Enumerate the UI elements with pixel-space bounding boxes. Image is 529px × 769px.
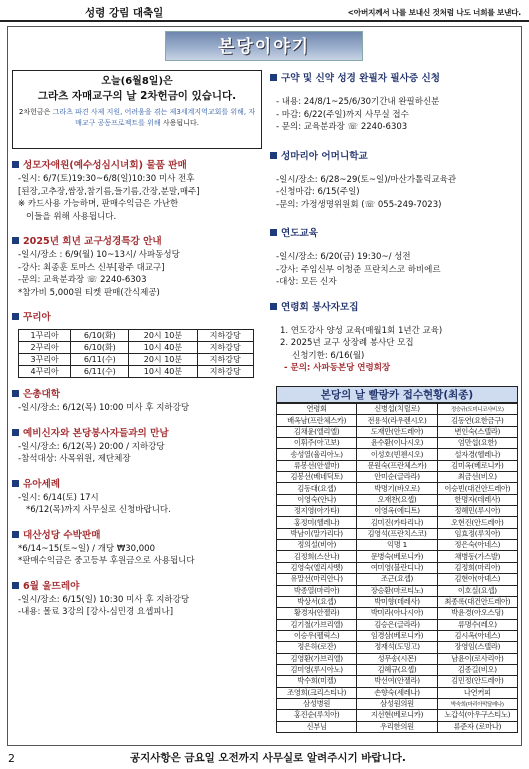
donation-board xyxy=(276,386,518,733)
table-cell: 송성열(율리아노) xyxy=(277,449,357,460)
notice-date: 오늘(6월8일)은 xyxy=(101,76,173,87)
table-cell: 조영희(크리스티나) xyxy=(277,687,357,698)
table-row xyxy=(277,619,518,630)
table-cell: 박수희(미켈) xyxy=(277,676,357,687)
bible-deadline: - 마감: 6/22(주일)까지 사무실 접수 xyxy=(276,109,409,120)
table-row xyxy=(277,517,518,528)
table-cell: 연령회 xyxy=(277,404,357,415)
infant-heading: 유아세례 xyxy=(12,478,265,492)
square-bullet-icon xyxy=(270,74,277,81)
page-header xyxy=(0,0,529,22)
table-row: 4꾸리아 6/11(수) 10시 40분 지하강당 xyxy=(19,366,254,378)
notice-headline: 그라츠 자매교구의 날 2차헌금이 있습니다. xyxy=(37,90,237,102)
square-bullet-icon xyxy=(270,229,277,236)
infant-date: -일시: 6/14(토) 17시 xyxy=(18,492,99,503)
table-cell: 정은숙(아네스) xyxy=(437,540,517,551)
table-row xyxy=(277,438,518,449)
meet-target: -참석대상: 사목위원, 제단체장 xyxy=(18,454,131,464)
table-row xyxy=(277,562,518,573)
table-row xyxy=(277,608,518,619)
table-row xyxy=(277,596,518,607)
table-cell: 김채윤(엘리엘) xyxy=(277,426,357,437)
table-row xyxy=(277,676,518,687)
notice-box xyxy=(12,70,262,149)
donation-board-title: 본당의 날 빨랑카 접수현황(최종) xyxy=(276,386,518,403)
square-bullet-icon xyxy=(270,152,277,159)
table-cell: 이승빈(대건안드레아) xyxy=(437,483,517,494)
table-cell: 성무송(시몬) xyxy=(357,653,437,664)
table-cell: 김승은(글라라) xyxy=(357,619,437,630)
table-cell: 이호실(요셉) xyxy=(437,585,517,596)
page-title: 본당이야기 xyxy=(165,31,363,61)
ultreya-content: -내용: 몰료 3강의 [강사-심민경 요셉피나] xyxy=(18,607,174,617)
volunteer-item-1: 1. 연도강사 양성 교육(매월1회 1년간 교육) xyxy=(280,325,443,336)
bible-content: - 내용: 24/8/1~25/6/30기간내 완필하신분 xyxy=(276,97,440,107)
notice-detail-c: 사용됩니다. xyxy=(160,119,199,127)
table-row xyxy=(277,449,518,460)
table-row xyxy=(277,540,518,551)
table-cell: 김영환(가브리엘) xyxy=(277,653,357,664)
table-cell: 이성호(빈첸시오) xyxy=(357,449,437,460)
table-cell: 전용석(라우렌시오) xyxy=(357,415,437,426)
table-cell: 손향숙(세레나) xyxy=(357,687,437,698)
table-cell: 신병섭(치릴로) xyxy=(357,404,437,415)
table-cell: 최종록(대건안드레아) xyxy=(437,596,517,607)
kkuria-heading: 꾸리아 xyxy=(12,311,265,325)
table-cell: 남윤이(로사리아) xyxy=(437,653,517,664)
table-row xyxy=(277,687,518,698)
table-cell: 안미순(글라라) xyxy=(357,472,437,483)
table-cell: 장영임(스텔라) xyxy=(437,642,517,653)
table-cell: 정혜민(루시아) xyxy=(437,506,517,517)
table-cell: 도재만(안드레아) xyxy=(357,426,437,437)
table-cell: 김종길(비오) xyxy=(437,664,517,675)
mother-date: -일시/장소: 6/28~29(토~일)/마산가톨릭교육관 xyxy=(276,174,457,185)
table-row xyxy=(277,494,518,505)
table-cell: 이영옥(에디트) xyxy=(357,506,437,517)
table-cell: 최금선(비오) xyxy=(437,472,517,483)
table-cell: 정지영(아가타) xyxy=(277,506,357,517)
table-cell: 삼성병원 xyxy=(277,698,357,709)
notice-detail-b: 그라츠 파견 사제 지원, 어려움을 겪는 제3세계지역교회를 위해, 자매교구 공동프로젝트를 위해 xyxy=(52,108,256,127)
table-cell: 여미영(블란디나) xyxy=(357,562,437,573)
meet-heading: 예비신자와 본당봉사자들과의 만남 xyxy=(12,427,265,441)
bible-heading: 구약 및 신약 성경 완필자 필사증 신청 xyxy=(270,72,518,86)
table-row: 2꾸리아 6/10(화) 10시 40분 지하강당 xyxy=(19,342,254,354)
table-cell: 이휘주(아고보) xyxy=(277,438,357,449)
table-cell: 정승규(도미니코사비오) xyxy=(437,404,517,415)
table-cell: 우리한의원 xyxy=(357,721,437,732)
table-cell: 김동대(요셉) xyxy=(277,483,357,494)
table-cell: 김현아(아녜스) xyxy=(437,574,517,585)
table-cell: 오재찬(요셉) xyxy=(357,494,437,505)
table-cell: 나연커피 xyxy=(437,687,517,698)
page-number: 2 xyxy=(8,752,15,765)
square-bullet-icon xyxy=(12,161,19,168)
table-row xyxy=(277,630,518,641)
square-bullet-icon xyxy=(12,480,19,487)
table-cell: 류준자 (로마나) xyxy=(437,721,517,732)
table-row xyxy=(277,710,518,721)
table-cell: 정의설(비아) xyxy=(277,540,357,551)
sale-note: ※ 카드사용 가능하며, 판매수익금은 가난한 xyxy=(18,199,179,209)
notice-detail-a: 2차헌금은 xyxy=(18,108,53,116)
table-cell: 채병동(가스발) xyxy=(437,551,517,562)
ultreya-heading: 6월 울뜨레야 xyxy=(12,580,265,594)
table-cell: 김정희(스산나) xyxy=(277,551,357,562)
table-row xyxy=(277,528,518,539)
table-cell: 오현진(안드레아) xyxy=(437,517,517,528)
table-cell: 박숙희(마리아막달레나) xyxy=(437,698,517,709)
table-cell: 박미향(데레사) xyxy=(357,596,437,607)
square-bullet-icon xyxy=(270,303,277,310)
table-cell: 윤수환(이나시오) xyxy=(357,438,437,449)
square-bullet-icon xyxy=(12,237,19,244)
watermelon-note: *판매수익금은 중고등부 후원금으로 사용됩니다 xyxy=(18,556,195,566)
table-cell: 김정희(마리아) xyxy=(437,562,517,573)
lecture-heading: 2025년 희년 교구성경특강 안내 xyxy=(12,235,265,249)
table-cell: 박선여(안젤라) xyxy=(357,676,437,687)
table-row xyxy=(277,721,518,732)
table-cell: 조근(요셉) xyxy=(357,574,437,585)
table-row xyxy=(277,472,518,483)
table-cell: 설자경(헬레나) xyxy=(437,449,517,460)
table-row xyxy=(277,404,518,415)
square-bullet-icon xyxy=(12,429,19,436)
table-cell: 문원숙(프란체스카) xyxy=(357,460,437,471)
table-cell: 임경삼(베로니카) xyxy=(357,630,437,641)
table-cell: 배옥남(프란체스카) xyxy=(277,415,357,426)
infant-note: *6/12(목)까지 사무실로 신청바랍니다. xyxy=(26,505,171,515)
volunteer-contact: - 문의: 사파동본당 연령회장 xyxy=(284,363,391,373)
sale-heading: 성모자애원(예수성심시녀회) 물품 판매 xyxy=(12,159,265,173)
table-cell: 김봉선(베네딕토) xyxy=(277,472,357,483)
table-cell: 장승환(마르티노) xyxy=(357,585,437,596)
table-cell: 이승우(펠릭스) xyxy=(277,630,357,641)
table-cell: 홍정미(헬레나) xyxy=(277,517,357,528)
kkuria-table xyxy=(18,329,254,378)
table-cell: 삼성원의원 xyxy=(357,698,437,709)
lecture-contact: -문의: 교육분과장 ☏ 2240-6303 xyxy=(18,275,147,285)
scripture-quote: <아버지께서 나를 보내신 것처럼 나도 너희를 보낸다. xyxy=(347,8,521,17)
table-cell: 이영숙(안나) xyxy=(277,494,357,505)
ultreya-date: -일시/장소: 6/15(일) 10:30 미사 후 지하강당 xyxy=(18,594,190,605)
table-cell: 한명자(데레사) xyxy=(437,494,517,505)
table-cell: 김기철(가브리엘) xyxy=(277,619,357,630)
meet-date: -일시/장소: 6/12(목) 20:00 / 지하강당 xyxy=(18,441,165,452)
table-row xyxy=(277,415,518,426)
table-row xyxy=(277,483,518,494)
footer-notice: 공지사항은 금요일 오전까지 사무실로 알려주시기 바랍니다. xyxy=(130,752,406,764)
yeon-target: -대상: 모든 신자 xyxy=(276,277,337,287)
lecture-fee: *참가비 5,000원 티켓 판매(간식제공) xyxy=(18,287,160,298)
table-row: 1꾸리아 6/10(화) 20시 10분 지하강당 xyxy=(19,330,254,342)
donation-table xyxy=(276,403,518,733)
table-cell: 유말선(마리안나) xyxy=(277,574,357,585)
right-column xyxy=(270,70,518,375)
yeon-heading: 연도교육 xyxy=(270,227,518,241)
table-cell: 신부님 xyxy=(277,721,357,732)
table-cell: 김민정(안드레아) xyxy=(437,676,517,687)
table-cell: 류봉선(안셀마) xyxy=(277,460,357,471)
sale-items: [된장,고추장,쌈장,참기름,들기름,간장,분말,매주] xyxy=(18,186,200,197)
table-cell: 김미옥(베로니카) xyxy=(437,460,517,471)
table-cell: 황경자(안젤라) xyxy=(277,608,357,619)
sale-date: -일시: 6/7(토)19:30~6/8(일)10:30 미사 전후 xyxy=(18,174,195,184)
table-cell: 홍진순(루치아) xyxy=(277,710,357,721)
volunteer-deadline: 신청기한: 6/16(월) xyxy=(292,350,365,361)
table-cell: 지선현(베로니카) xyxy=(357,710,437,721)
table-row xyxy=(277,664,518,675)
silver-date: -일시/장소: 6/12(목) 10:00 미사 후 지하강당 xyxy=(18,403,190,413)
notice-detail xyxy=(16,107,258,129)
table-cell: 익명 1 xyxy=(357,540,437,551)
table-row xyxy=(277,574,518,585)
table-cell: 김혜규(요셉) xyxy=(357,664,437,675)
table-cell: 정재석(도밍고) xyxy=(357,642,437,653)
table-cell: 박종열(마리아) xyxy=(277,585,357,596)
feast-title: 성령 강림 대축일 xyxy=(85,7,164,19)
watermelon-date: *6/14~15(토~일) / 개당 ₩30,000 xyxy=(18,543,155,554)
table-row: 3꾸리아 6/11(수) 20시 10분 지하강당 xyxy=(19,354,254,366)
yeon-date: -일시/장소: 6/20(금) 19:30~/ 성전 xyxy=(276,252,411,262)
table-row xyxy=(277,585,518,596)
table-row xyxy=(277,698,518,709)
square-bullet-icon xyxy=(12,531,19,538)
table-cell: 김동연(요한금구) xyxy=(437,415,517,426)
table-cell: 임효정(루치아) xyxy=(437,528,517,539)
table-row xyxy=(277,460,518,471)
table-cell: 김미영(루시아노) xyxy=(277,664,357,675)
square-bullet-icon xyxy=(12,313,19,320)
table-row xyxy=(277,506,518,517)
table-cell: 김영숙(엘리사벳) xyxy=(277,562,357,573)
silver-heading: 은총대학 xyxy=(12,388,265,402)
mother-heading: 성마리아 어머니학교 xyxy=(270,150,518,164)
left-column xyxy=(12,70,265,619)
table-row xyxy=(277,653,518,664)
lecture-speaker: -강사: 최종훈 토마스 신부[광주 대교구] xyxy=(18,262,165,273)
table-cell: 김시옥(아네스) xyxy=(437,630,517,641)
table-cell: 김미진(카타리나) xyxy=(357,517,437,528)
table-row xyxy=(277,426,518,437)
table-cell: 박명기(바오로) xyxy=(357,483,437,494)
table-cell: 박윤경(아오스딩) xyxy=(437,608,517,619)
table-cell: 박미라(아나시아) xyxy=(357,608,437,619)
yeon-speaker: -강사: 주임신부 이청준 프란치스코 하비에르 xyxy=(276,264,441,275)
table-row xyxy=(277,551,518,562)
square-bullet-icon xyxy=(12,390,19,397)
square-bullet-icon xyxy=(12,582,19,589)
table-cell: 류명수(레오) xyxy=(437,619,517,630)
table-cell: 노갑석(아우구스티노) xyxy=(437,710,517,721)
table-cell: 박남이(말가리다) xyxy=(277,528,357,539)
table-cell: 문병숙(베로니카) xyxy=(357,551,437,562)
mother-contact: -문의: 가정생명위원회 (☏ 055-249-7023) xyxy=(276,199,442,210)
table-cell: 정은하(로잔) xyxy=(277,642,357,653)
sale-note-cont: 이들을 위해 사용됩니다. xyxy=(26,211,117,222)
lecture-date: -일시/장소 : 6/9(월) 10~13시/ 사파동성당 xyxy=(18,250,180,260)
volunteer-heading: 연령회 봉사자모집 xyxy=(270,301,518,315)
watermelon-heading: 대산성당 수박판매 xyxy=(12,529,265,543)
table-row xyxy=(277,642,518,653)
table-cell: 김영석(프란치스코) xyxy=(357,528,437,539)
volunteer-item-2: 2. 2025년 교구 상장례 봉사단 모집 xyxy=(280,338,414,348)
table-cell: 엄만섭(요한) xyxy=(437,438,517,449)
table-cell: 변인숙(스텔라) xyxy=(437,426,517,437)
bible-contact: - 문의: 교육분과장 ☏ 2240-6303 xyxy=(276,122,408,132)
table-cell: 박상서(요셉) xyxy=(277,596,357,607)
mother-deadline: -신청마감: 6/15(주일) xyxy=(276,187,360,197)
